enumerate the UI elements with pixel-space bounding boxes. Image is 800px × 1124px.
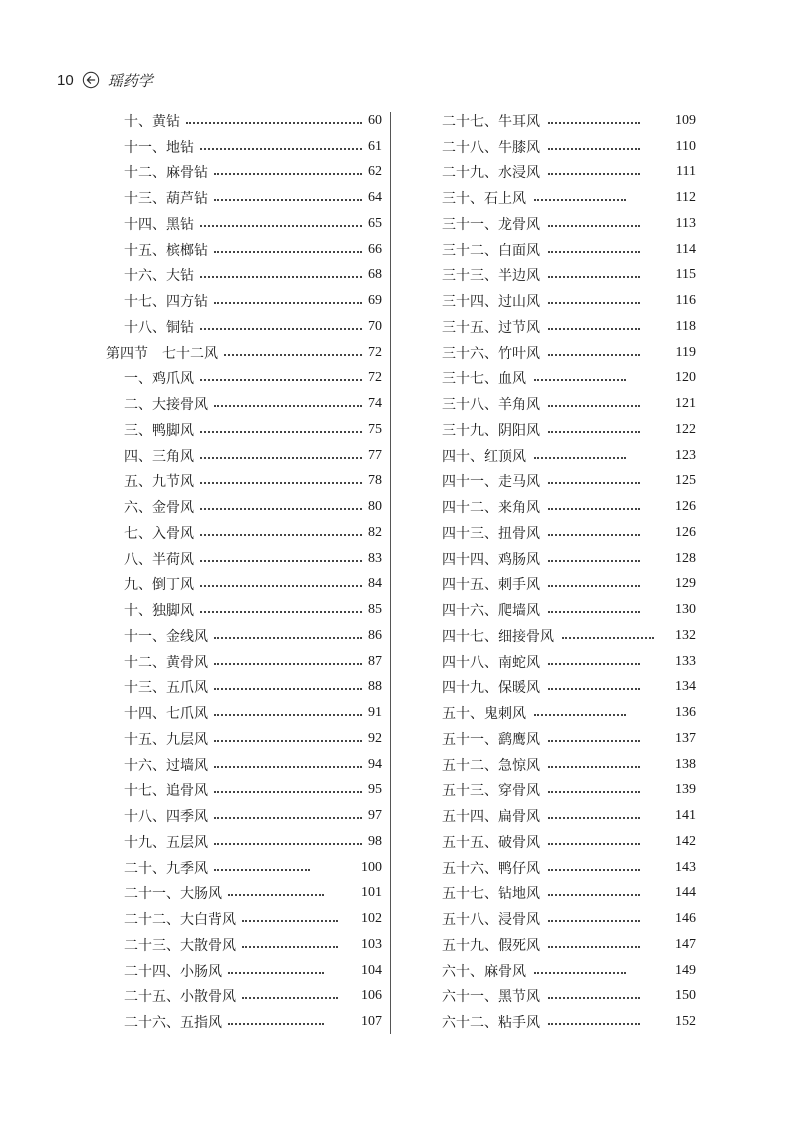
toc-entry-page: 95 bbox=[368, 782, 382, 798]
toc-entry-page: 138 bbox=[675, 756, 696, 772]
toc-entry-page: 72 bbox=[368, 344, 382, 360]
dot-leader bbox=[200, 379, 362, 381]
toc-entry-title: 五十一、鹞鹰风 bbox=[442, 731, 540, 748]
dot-leader bbox=[548, 1023, 640, 1025]
toc-entry-title: 八、半荷风 bbox=[124, 551, 194, 568]
dot-leader bbox=[548, 482, 640, 484]
toc-entry-title: 三十九、阴阳风 bbox=[442, 422, 540, 439]
dot-leader bbox=[214, 843, 362, 845]
toc-entry bbox=[106, 623, 382, 649]
toc-entry-title: 二十三、大散骨风 bbox=[124, 937, 236, 954]
dot-leader bbox=[214, 663, 362, 665]
toc-entry-title: 三十、石上风 bbox=[442, 191, 526, 208]
toc-entry-page: 72 bbox=[368, 370, 382, 386]
dot-leader bbox=[548, 148, 640, 150]
toc-entry-title: 六十二、粘手风 bbox=[442, 1015, 540, 1032]
dot-leader bbox=[534, 972, 626, 974]
toc-entry bbox=[442, 881, 696, 907]
toc-entry bbox=[106, 108, 382, 134]
toc-entry-title: 五十六、鸭仔风 bbox=[442, 860, 540, 877]
toc-entry-title: 二十九、水浸风 bbox=[442, 165, 540, 182]
toc-entry bbox=[442, 546, 696, 572]
dot-leader bbox=[200, 457, 362, 459]
toc-entry-page: 132 bbox=[675, 627, 696, 643]
toc-entry bbox=[442, 726, 696, 752]
dot-leader bbox=[548, 791, 640, 793]
toc-entry-page: 61 bbox=[368, 138, 382, 154]
toc-entry-title: 七、入骨风 bbox=[124, 525, 194, 542]
dot-leader bbox=[200, 585, 362, 587]
toc-entry bbox=[106, 366, 382, 392]
dot-leader bbox=[548, 663, 640, 665]
toc-entry bbox=[106, 700, 382, 726]
toc-entry-page: 126 bbox=[675, 499, 696, 515]
toc-entry-title: 四十、红顶风 bbox=[442, 448, 526, 465]
dot-leader bbox=[224, 354, 362, 356]
toc-entry-page: 110 bbox=[675, 138, 696, 154]
toc-entry-title: 五十、鬼刺风 bbox=[442, 706, 526, 723]
dot-leader bbox=[242, 920, 338, 922]
dot-leader bbox=[534, 457, 626, 459]
toc-entry bbox=[442, 597, 696, 623]
toc-entry-title: 四十三、扭骨风 bbox=[442, 525, 540, 542]
toc-entry-title: 三、鸭脚风 bbox=[124, 422, 194, 439]
toc-entry bbox=[442, 366, 696, 392]
toc-entry bbox=[106, 803, 382, 829]
dot-leader bbox=[242, 946, 338, 948]
toc-entry-page: 136 bbox=[675, 705, 696, 721]
toc-entry bbox=[106, 778, 382, 804]
toc-entry-page: 101 bbox=[361, 885, 382, 901]
toc-entry-title: 四十七、细接骨风 bbox=[442, 628, 554, 645]
dot-leader bbox=[228, 972, 324, 974]
dot-leader bbox=[548, 276, 640, 278]
dot-leader bbox=[214, 714, 362, 716]
dot-leader bbox=[534, 379, 626, 381]
dot-leader bbox=[200, 611, 362, 613]
toc-entry-title: 五十九、假死风 bbox=[442, 937, 540, 954]
toc-entry-page: 147 bbox=[675, 936, 696, 952]
toc-entry-page: 94 bbox=[368, 756, 382, 772]
toc-entry-page: 129 bbox=[675, 576, 696, 592]
toc-entry bbox=[442, 700, 696, 726]
toc-entry bbox=[106, 314, 382, 340]
toc-entry bbox=[442, 572, 696, 598]
toc-entry bbox=[442, 391, 696, 417]
toc-entry-title: 五十四、扁骨风 bbox=[442, 809, 540, 826]
toc-entry bbox=[442, 932, 696, 958]
dot-leader bbox=[200, 560, 362, 562]
dot-leader bbox=[200, 534, 362, 536]
dot-leader bbox=[242, 997, 338, 999]
toc-entry-page: 60 bbox=[368, 112, 382, 128]
arrow-left-icon bbox=[82, 71, 100, 89]
toc-entry bbox=[106, 160, 382, 186]
toc-entry-page: 104 bbox=[361, 962, 382, 978]
dot-leader bbox=[200, 276, 362, 278]
toc-entry-title: 五、九节风 bbox=[124, 474, 194, 491]
toc-entry-title: 第四节 七十二风 bbox=[106, 345, 218, 362]
toc-entry bbox=[106, 726, 382, 752]
toc-entry bbox=[106, 597, 382, 623]
toc-entry-title: 四十九、保暖风 bbox=[442, 680, 540, 697]
dot-leader bbox=[548, 560, 640, 562]
toc-entry-title: 十九、五层风 bbox=[124, 834, 208, 851]
toc-entry-title: 十二、黄骨风 bbox=[124, 654, 208, 671]
toc-entry-page: 123 bbox=[675, 447, 696, 463]
toc-entry-page: 88 bbox=[368, 679, 382, 695]
toc-entry-title: 六十一、黑节风 bbox=[442, 989, 540, 1006]
dot-leader bbox=[548, 173, 640, 175]
toc-entry-title: 十一、地钻 bbox=[124, 139, 194, 156]
toc-entry-title: 三十二、白面风 bbox=[442, 242, 540, 259]
dot-leader bbox=[548, 946, 640, 948]
toc-entry bbox=[442, 829, 696, 855]
toc-entry-page: 77 bbox=[368, 447, 382, 463]
dot-leader bbox=[548, 122, 640, 124]
dot-leader bbox=[214, 766, 362, 768]
dot-leader bbox=[200, 148, 362, 150]
toc-entry-title: 三十七、血风 bbox=[442, 371, 526, 388]
dot-leader bbox=[548, 354, 640, 356]
toc-entry-page: 149 bbox=[675, 962, 696, 978]
dot-leader bbox=[548, 611, 640, 613]
toc-entry bbox=[106, 520, 382, 546]
toc-entry-page: 125 bbox=[675, 473, 696, 489]
dot-leader bbox=[534, 199, 626, 201]
toc-entry bbox=[442, 494, 696, 520]
toc-entry-page: 83 bbox=[368, 550, 382, 566]
toc-entry-page: 69 bbox=[368, 293, 382, 309]
dot-leader bbox=[562, 637, 654, 639]
toc-entry bbox=[106, 855, 382, 881]
column-divider bbox=[390, 112, 391, 1034]
toc-entry-title: 十六、过墙风 bbox=[124, 757, 208, 774]
toc-entry-page: 143 bbox=[675, 859, 696, 875]
toc-entry bbox=[442, 237, 696, 263]
toc-entry-page: 114 bbox=[675, 241, 696, 257]
toc-entry-page: 75 bbox=[368, 421, 382, 437]
dot-leader bbox=[214, 251, 362, 253]
toc-entry-title: 四、三角风 bbox=[124, 448, 194, 465]
toc-entry bbox=[442, 108, 696, 134]
toc-entry-title: 十、黄钻 bbox=[124, 113, 180, 130]
toc-entry bbox=[442, 134, 696, 160]
toc-entry bbox=[106, 237, 382, 263]
toc-entry bbox=[442, 417, 696, 443]
toc-entry-title: 二十七、牛耳风 bbox=[442, 113, 540, 130]
toc-entry-title: 三十一、龙骨风 bbox=[442, 216, 540, 233]
toc-entry bbox=[106, 752, 382, 778]
dot-leader bbox=[214, 302, 362, 304]
toc-entry-title: 十六、大钻 bbox=[124, 268, 194, 285]
toc-entry bbox=[442, 520, 696, 546]
toc-entry-page: 133 bbox=[675, 653, 696, 669]
toc-entry-page: 78 bbox=[368, 473, 382, 489]
toc-entry-title: 十五、槟榔钻 bbox=[124, 242, 208, 259]
dot-leader bbox=[548, 740, 640, 742]
toc-entry-page: 64 bbox=[368, 190, 382, 206]
toc-entry-page: 82 bbox=[368, 524, 382, 540]
toc-entry-title: 四十四、鸡肠风 bbox=[442, 551, 540, 568]
toc-entry bbox=[106, 288, 382, 314]
toc-entry-page: 128 bbox=[675, 550, 696, 566]
toc-entry-title: 十四、黑钻 bbox=[124, 216, 194, 233]
toc-entry bbox=[442, 623, 696, 649]
toc-entry bbox=[442, 984, 696, 1010]
toc-entry-page: 126 bbox=[675, 524, 696, 540]
toc-entry bbox=[442, 443, 696, 469]
toc-entry-page: 146 bbox=[675, 911, 696, 927]
dot-leader bbox=[548, 688, 640, 690]
dot-leader bbox=[214, 740, 362, 742]
toc-entry-page: 122 bbox=[675, 421, 696, 437]
toc-entry bbox=[442, 211, 696, 237]
toc-entry-page: 142 bbox=[675, 833, 696, 849]
toc-entry bbox=[442, 340, 696, 366]
toc-entry-title: 九、倒丁风 bbox=[124, 577, 194, 594]
toc-entry-page: 134 bbox=[675, 679, 696, 695]
dot-leader bbox=[200, 225, 362, 227]
toc-entry bbox=[106, 1009, 382, 1035]
toc-entry-page: 137 bbox=[675, 730, 696, 746]
toc-entry-title: 三十三、半边风 bbox=[442, 268, 540, 285]
toc-entry-title: 十五、九层风 bbox=[124, 731, 208, 748]
dot-leader bbox=[548, 585, 640, 587]
toc-entry-page: 91 bbox=[368, 705, 382, 721]
dot-leader bbox=[548, 225, 640, 227]
toc-left-column bbox=[106, 108, 382, 1035]
toc-entry-page: 107 bbox=[361, 1014, 382, 1030]
dot-leader bbox=[548, 534, 640, 536]
toc-entry-page: 116 bbox=[675, 293, 696, 309]
toc-entry-page: 86 bbox=[368, 627, 382, 643]
toc-entry-title: 二十二、大白背风 bbox=[124, 912, 236, 929]
toc-entry-page: 87 bbox=[368, 653, 382, 669]
toc-entry bbox=[442, 958, 696, 984]
toc-entry-title: 二十八、牛膝风 bbox=[442, 139, 540, 156]
toc-entry bbox=[106, 469, 382, 495]
toc-entry-page: 152 bbox=[675, 1014, 696, 1030]
toc-entry-title: 四十八、南蛇风 bbox=[442, 654, 540, 671]
toc-entry-page: 112 bbox=[675, 190, 696, 206]
toc-entry-title: 三十六、竹叶风 bbox=[442, 345, 540, 362]
toc-entry-title: 二、大接骨风 bbox=[124, 397, 208, 414]
toc-entry bbox=[106, 443, 382, 469]
toc-entry-page: 106 bbox=[361, 988, 382, 1004]
toc-entry bbox=[106, 675, 382, 701]
toc-entry-page: 74 bbox=[368, 396, 382, 412]
toc-entry bbox=[442, 675, 696, 701]
toc-entry-page: 97 bbox=[368, 808, 382, 824]
dot-leader bbox=[214, 405, 362, 407]
toc-entry bbox=[442, 649, 696, 675]
toc-entry-title: 二十、九季风 bbox=[124, 860, 208, 877]
dot-leader bbox=[200, 431, 362, 433]
book-title: 瑶药学 bbox=[107, 71, 153, 90]
toc-entry bbox=[106, 881, 382, 907]
dot-leader bbox=[214, 791, 362, 793]
page-number: 10 bbox=[57, 71, 74, 89]
toc-entry-title: 二十六、五指风 bbox=[124, 1015, 222, 1032]
toc-entry-title: 十三、葫芦钻 bbox=[124, 191, 208, 208]
dot-leader bbox=[228, 894, 324, 896]
toc-entry-page: 109 bbox=[675, 112, 696, 128]
toc-entry bbox=[106, 984, 382, 1010]
dot-leader bbox=[214, 688, 362, 690]
toc-entry-title: 六、金骨风 bbox=[124, 500, 194, 517]
toc-entry bbox=[442, 803, 696, 829]
toc-entry-page: 130 bbox=[675, 602, 696, 618]
dot-leader bbox=[214, 637, 362, 639]
toc-entry bbox=[442, 469, 696, 495]
toc-entry-page: 80 bbox=[368, 499, 382, 515]
toc-entry-title: 五十七、钻地风 bbox=[442, 886, 540, 903]
toc-entry bbox=[106, 211, 382, 237]
dot-leader bbox=[548, 431, 640, 433]
toc-entry-title: 十七、追骨风 bbox=[124, 783, 208, 800]
toc-entry-page: 68 bbox=[368, 267, 382, 283]
toc-entry-page: 92 bbox=[368, 730, 382, 746]
dot-leader bbox=[214, 817, 362, 819]
dot-leader bbox=[548, 997, 640, 999]
toc-entry bbox=[442, 778, 696, 804]
toc-entry-title: 五十五、破骨风 bbox=[442, 834, 540, 851]
dot-leader bbox=[548, 766, 640, 768]
toc-right-column bbox=[442, 108, 696, 1035]
toc-entry-title: 二十一、大肠风 bbox=[124, 886, 222, 903]
toc-entry-title: 六十、麻骨风 bbox=[442, 963, 526, 980]
dot-leader bbox=[548, 302, 640, 304]
toc-entry-page: 113 bbox=[675, 215, 696, 231]
toc-entry-title: 十七、四方钻 bbox=[124, 294, 208, 311]
toc-entry-page: 119 bbox=[675, 344, 696, 360]
toc-entry-title: 四十五、刺手风 bbox=[442, 577, 540, 594]
toc-entry-title: 五十三、穿骨风 bbox=[442, 783, 540, 800]
toc-entry-title: 十四、七爪风 bbox=[124, 706, 208, 723]
dot-leader bbox=[228, 1023, 324, 1025]
toc-entry bbox=[106, 134, 382, 160]
toc-entry bbox=[106, 572, 382, 598]
toc-entry-page: 150 bbox=[675, 988, 696, 1004]
toc-entry-page: 111 bbox=[676, 164, 696, 180]
dot-leader bbox=[548, 251, 640, 253]
toc-entry bbox=[442, 263, 696, 289]
toc-entry-title: 十一、金线风 bbox=[124, 628, 208, 645]
toc-entry bbox=[442, 855, 696, 881]
toc-entry-title: 四十一、走马风 bbox=[442, 474, 540, 491]
toc-entry-page: 115 bbox=[675, 267, 696, 283]
dot-leader bbox=[214, 173, 362, 175]
toc-entry-page: 120 bbox=[675, 370, 696, 386]
toc-entry bbox=[106, 906, 382, 932]
toc-entry bbox=[442, 185, 696, 211]
toc-entry-title: 一、鸡爪风 bbox=[124, 371, 194, 388]
toc-section-heading bbox=[106, 340, 382, 366]
toc-entry bbox=[442, 906, 696, 932]
toc-entry bbox=[106, 649, 382, 675]
toc-entry bbox=[106, 417, 382, 443]
toc-entry bbox=[106, 829, 382, 855]
toc-entry bbox=[106, 494, 382, 520]
toc-entry-title: 十、独脚风 bbox=[124, 603, 194, 620]
toc-entry bbox=[442, 288, 696, 314]
toc-entry-page: 65 bbox=[368, 215, 382, 231]
toc-entry-title: 十二、麻骨钻 bbox=[124, 165, 208, 182]
toc-entry-title: 五十二、急惊风 bbox=[442, 757, 540, 774]
toc-entry bbox=[442, 1009, 696, 1035]
toc-entry-title: 四十六、爬墙风 bbox=[442, 603, 540, 620]
toc-entry-title: 十三、五爪风 bbox=[124, 680, 208, 697]
toc-entry-title: 二十五、小散骨风 bbox=[124, 989, 236, 1006]
page-header bbox=[57, 68, 153, 92]
dot-leader bbox=[548, 328, 640, 330]
toc-entry bbox=[106, 263, 382, 289]
toc-entry bbox=[106, 546, 382, 572]
toc-entry-title: 十八、四季风 bbox=[124, 809, 208, 826]
toc-entry-page: 98 bbox=[368, 833, 382, 849]
dot-leader bbox=[186, 122, 362, 124]
toc-entry-title: 三十五、过节风 bbox=[442, 319, 540, 336]
toc-entry-title: 十八、铜钻 bbox=[124, 319, 194, 336]
toc-entry-page: 66 bbox=[368, 241, 382, 257]
dot-leader bbox=[534, 714, 626, 716]
dot-leader bbox=[214, 869, 310, 871]
dot-leader bbox=[548, 920, 640, 922]
dot-leader bbox=[214, 199, 362, 201]
dot-leader bbox=[200, 482, 362, 484]
toc-entry-title: 五十八、浸骨风 bbox=[442, 912, 540, 929]
toc-entry-page: 103 bbox=[361, 936, 382, 952]
dot-leader bbox=[548, 508, 640, 510]
toc-entry-page: 84 bbox=[368, 576, 382, 592]
toc-entry-page: 118 bbox=[675, 318, 696, 334]
dot-leader bbox=[548, 405, 640, 407]
toc-entry-title: 三十八、羊角风 bbox=[442, 397, 540, 414]
dot-leader bbox=[548, 817, 640, 819]
dot-leader bbox=[548, 843, 640, 845]
toc-entry-page: 70 bbox=[368, 318, 382, 334]
toc-entry-page: 85 bbox=[368, 602, 382, 618]
dot-leader bbox=[200, 328, 362, 330]
toc-entry-page: 141 bbox=[675, 808, 696, 824]
toc-entry-page: 121 bbox=[675, 396, 696, 412]
toc-entry bbox=[106, 932, 382, 958]
toc-entry bbox=[442, 752, 696, 778]
toc-entry bbox=[442, 314, 696, 340]
toc-entry bbox=[106, 185, 382, 211]
dot-leader bbox=[200, 508, 362, 510]
toc-entry-page: 100 bbox=[361, 859, 382, 875]
toc-entry-page: 139 bbox=[675, 782, 696, 798]
toc-entry bbox=[442, 160, 696, 186]
dot-leader bbox=[548, 869, 640, 871]
toc-entry-title: 二十四、小肠风 bbox=[124, 963, 222, 980]
toc-entry bbox=[106, 958, 382, 984]
toc-entry bbox=[106, 391, 382, 417]
toc-entry-page: 102 bbox=[361, 911, 382, 927]
toc-entry-page: 144 bbox=[675, 885, 696, 901]
dot-leader bbox=[548, 894, 640, 896]
toc-entry-title: 四十二、来角风 bbox=[442, 500, 540, 517]
toc-entry-title: 三十四、过山风 bbox=[442, 294, 540, 311]
toc-entry-page: 62 bbox=[368, 164, 382, 180]
